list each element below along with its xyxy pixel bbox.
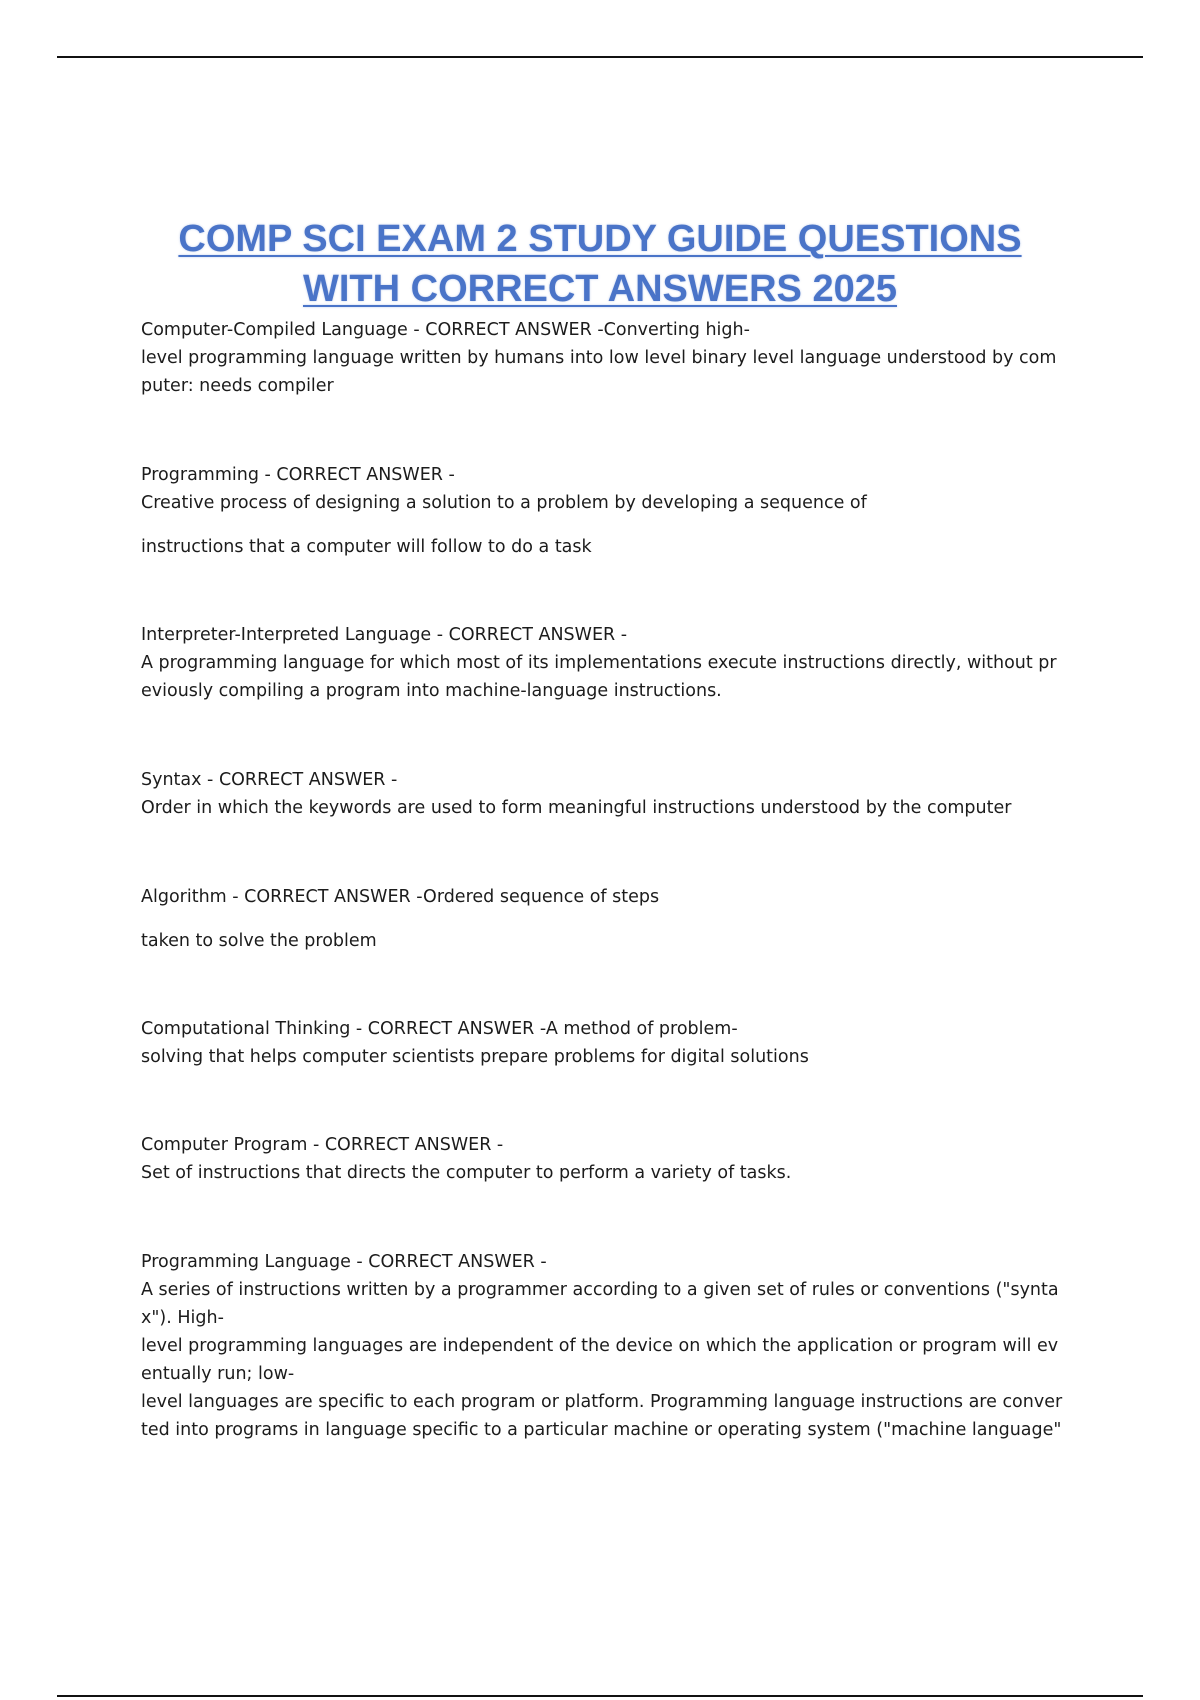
qa-line: entually run; low- — [141, 1364, 295, 1384]
qa-line: solving that helps computer scientists prepare problems for digital solutions — [141, 1047, 809, 1067]
qa-line: level programming languages are independent of the device on which the application or program will ev — [141, 1336, 1059, 1356]
bottom-rule — [57, 1695, 1143, 1697]
qa-line: taken to solve the problem — [141, 931, 377, 951]
qa-line: Algorithm - CORRECT ANSWER -Ordered sequence of steps — [141, 887, 660, 907]
qa-line: Syntax - CORRECT ANSWER - — [141, 770, 398, 790]
qa-line: level programming language written by humans into low level binary level language understood by com — [141, 348, 1057, 368]
qa-line: A series of instructions written by a programmer according to a given set of rules or conventions ("synta — [141, 1280, 1059, 1300]
qa-entry-computer-program — [141, 1131, 1061, 1187]
qa-line: puter: needs compiler — [141, 376, 334, 396]
document-title — [140, 214, 1060, 314]
qa-line: eviously compiling a program into machine-language instructions. — [141, 681, 722, 701]
qa-entry-programming-language — [141, 1248, 1061, 1444]
qa-line: Programming - CORRECT ANSWER - — [141, 465, 455, 485]
qa-line: instructions that a computer will follow to do a task — [141, 537, 592, 557]
qa-line: A programming language for which most of its implementations execute instructions directly, without pr — [141, 653, 1057, 673]
qa-line: Computer Program - CORRECT ANSWER - — [141, 1135, 504, 1155]
qa-entry-syntax — [141, 766, 1061, 822]
qa-line: Interpreter-Interpreted Language - CORRECT ANSWER - — [141, 625, 628, 645]
qa-entry-interpreted-language — [141, 621, 1061, 705]
qa-line: Order in which the keywords are used to form meaningful instructions understood by the computer — [141, 798, 1012, 818]
qa-line: ted into programs in language specific to a particular machine or operating system ("machine language" — [141, 1420, 1062, 1440]
qa-line: Programming Language - CORRECT ANSWER - — [141, 1252, 547, 1272]
qa-line: Computational Thinking - CORRECT ANSWER -A method of problem- — [141, 1019, 738, 1039]
title-line-2: WITH CORRECT ANSWERS 2025 — [303, 268, 897, 310]
qa-entry-programming — [141, 461, 1061, 561]
qa-line: Creative process of designing a solution to a problem by developing a sequence of — [141, 493, 867, 513]
qa-entry-computer-compiled-language — [141, 316, 1061, 400]
title-line-1: COMP SCI EXAM 2 STUDY GUIDE QUESTIONS — [178, 218, 1022, 260]
qa-line: Computer-Compiled Language - CORRECT ANSWER -Converting high- — [141, 320, 750, 340]
qa-line: level languages are specific to each program or platform. Programming language instructions are conver — [141, 1392, 1063, 1412]
qa-line: Set of instructions that directs the computer to perform a variety of tasks. — [141, 1163, 792, 1183]
qa-line: x"). High- — [141, 1308, 224, 1328]
qa-entry-algorithm — [141, 883, 1061, 955]
top-rule — [57, 56, 1143, 58]
qa-entry-computational-thinking — [141, 1015, 1061, 1071]
